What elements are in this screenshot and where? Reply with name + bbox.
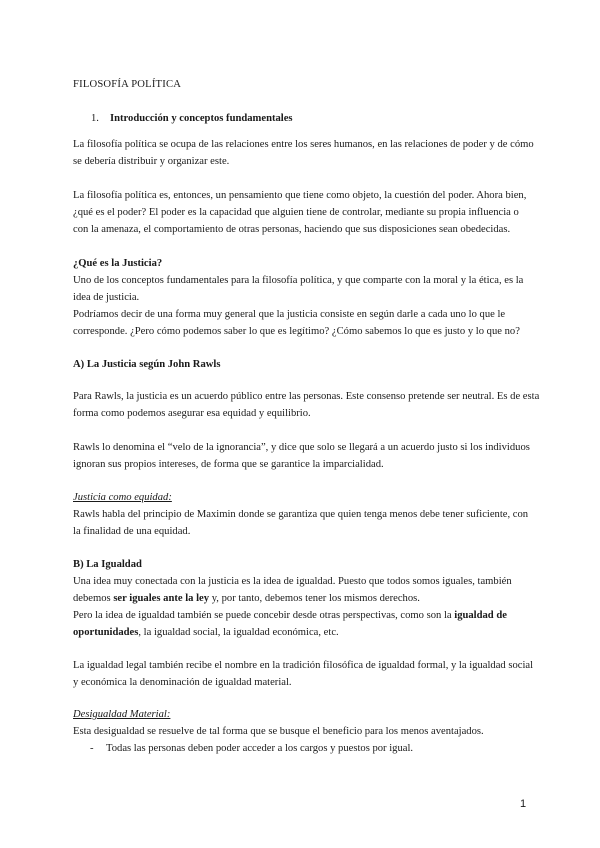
- section-number: 1.: [91, 113, 99, 124]
- list-item: [90, 740, 413, 757]
- text-run: Pero la idea de igualdad también se puede concebir desde otras perspectivas, como son la: [73, 610, 455, 621]
- paragraph-line: idea de justicia.: [73, 292, 140, 303]
- rawls-heading: [73, 356, 533, 373]
- material-inequality-subheading: Desigualdad Material:: [73, 709, 171, 720]
- paragraph-intro: [73, 136, 533, 170]
- paragraph-line: Esta desigualdad se resuelve de tal forma que se busque el beneficio para los menos aventajados.: [73, 726, 484, 737]
- bold-text-run: ser iguales ante la ley: [113, 593, 210, 604]
- rawls-heading-text: A) La Justicia según John Rawls: [73, 359, 221, 370]
- bold-text-run: oportunidades: [73, 627, 139, 638]
- paragraph-line: [73, 624, 533, 641]
- list-item-text: Todas las personas deben poder acceder a los cargos y puestos por igual.: [106, 743, 414, 754]
- paragraph-line: ¿qué es el poder? El poder es la capacidad que alguien tiene de controlar, mediante su propia influencia o: [73, 207, 519, 218]
- paragraph-line: [73, 607, 533, 624]
- paragraph-line: Una idea muy conectada con la justicia es la idea de igualdad. Puesto que todos somos iguales, también: [73, 576, 512, 587]
- paragraph-line: Rawls lo denomina el “velo de la ignorancia”, y dice que solo se llegará a un acuerdo justo si los individuos: [73, 442, 530, 453]
- bold-text-run: igualdad de: [454, 610, 507, 621]
- justice-heading: ¿Qué es la Justicia?: [73, 258, 163, 269]
- paragraph-rawls-equity: [73, 489, 533, 540]
- paragraph-line: corresponde. ¿Pero cómo podemos saber lo que es legítimo? ¿Cómo sabemos lo que es justo y lo que no?: [73, 326, 520, 337]
- paragraph-line: ignoran sus propios intereses, de forma que se garantice la imparcialidad.: [73, 459, 384, 470]
- text-run: debemos: [73, 593, 114, 604]
- document-title: FILOSOFÍA POLÍTICA: [73, 79, 182, 90]
- paragraph-rawls-2: [73, 439, 533, 473]
- paragraph-line: La filosofía política es, entonces, un pensamiento que tiene como objeto, la cuestión del poder. Ahora bien,: [73, 190, 527, 201]
- paragraph-line: forma como podemos asegurar esa equidad y equilibrio.: [73, 408, 311, 419]
- page-number: 1: [520, 798, 527, 810]
- paragraph-line: con la amenaza, el comportamiento de otras personas, haciendo que sus disposiciones sean obedecidas.: [73, 224, 511, 235]
- paragraph-line: Uno de los conceptos fundamentales para la filosofía política, y que comparte con la moral y la ética, es la: [73, 275, 524, 286]
- paragraph-material-inequality: [73, 706, 533, 740]
- section-heading-introduction: [91, 110, 293, 127]
- text-run: y, por tanto, debemos tener los mismos derechos.: [209, 593, 420, 604]
- equality-heading: B) La Igualdad: [73, 559, 142, 570]
- paragraph-equality-2: [73, 657, 533, 691]
- paragraph-line: y económica la denominación de igualdad material.: [73, 677, 292, 688]
- paragraph-line: Para Rawls, la justicia es un acuerdo público entre las personas. Este consenso pretende ser neutral. Es de esta: [73, 391, 540, 402]
- paragraph-line: La filosofía política se ocupa de las relaciones entre los seres humanos, en las relaciones de poder y de cómo: [73, 139, 534, 150]
- paragraph-line: Rawls habla del principio de Maximin donde se garantiza que quien tenga menos debe tener suficiente, con: [73, 509, 529, 520]
- paragraph-rawls-1: [73, 388, 540, 422]
- paragraph-line: se debería distribuir y organizar este.: [73, 156, 230, 167]
- equity-subheading: Justicia como equidad:: [73, 492, 172, 503]
- paragraph-line: la finalidad de una equidad.: [73, 526, 191, 537]
- text-run: , la igualdad social, la igualdad económica, etc.: [138, 627, 339, 638]
- section-heading-text: Introducción y conceptos fundamentales: [110, 113, 293, 124]
- paragraph-justice: [73, 255, 533, 340]
- paragraph-line: La igualdad legal también recibe el nombre en la tradición filosófica de igualdad formal, y la igualdad social: [73, 660, 534, 671]
- bullet-marker: -: [90, 743, 94, 754]
- paragraph-equality: [73, 556, 533, 641]
- paragraph-line: [73, 590, 533, 607]
- paragraph-power: [73, 187, 533, 238]
- paragraph-line: Podríamos decir de una forma muy general que la justicia consiste en según darle a cada uno lo que le: [73, 309, 506, 320]
